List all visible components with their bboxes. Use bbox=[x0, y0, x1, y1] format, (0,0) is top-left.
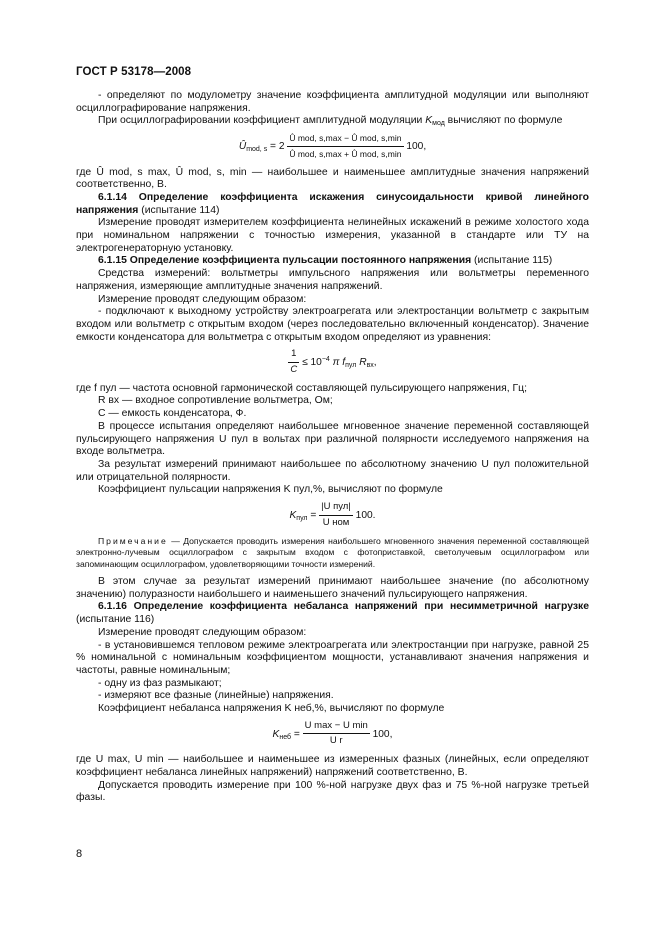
section-6-1-14: 6.1.14 Определение коэффициента искажения синусоидальности кривой линейного напряжения (испытание 114) bbox=[76, 191, 589, 216]
definition-frequency: где f пул — частота основной гармонической составляющей пульсирующего напряжения, Гц; bbox=[76, 382, 527, 394]
definition-unbalance: где U max, U min — наибольшее и наименьшее из измеренных фазных (линейных, если определяют коэффициент небаланса линейных напряжений) напряжений соответственно, В. bbox=[76, 754, 589, 778]
note: Примечание — Допускается проводить измерения наибольшего мгновенного значения переменной составляющей электронно-лучевым осциллографом с закрытым входом с фотоприставкой, светолучевым осциллографом или запоминающим осциллографом, удовлетворяющими точности измерений. bbox=[76, 535, 589, 569]
paragraph-connect: - подключают к выходному устройству электроагрегата или электростанции вольтметр с закрытым входом или вольтметр с открытым входом (через последовательно включенный конденсатор). Значение емкости конденсатора для вольтметра с открытым входом определяют из уравнения: bbox=[76, 306, 589, 343]
paragraph-open-phase: - одну из фаз размыкают; bbox=[98, 677, 222, 689]
formula-ripple: $K_{пул}$ = $\frac{\text{|U пул|}}{\text{U ном}}$ 100. bbox=[289, 501, 376, 528]
section-6-1-15: 6.1.15 Определение коэффициента пульсации постоянного напряжения (испытание 115) bbox=[98, 255, 553, 267]
definition-capacitance: C — емкость конденсатора, Ф. bbox=[98, 408, 247, 420]
paragraph-unbalance-formula: Коэффициент небаланса напряжения K неб,%, вычисляют по формуле bbox=[98, 703, 445, 715]
paragraph-instruments: Средства измерений: вольтметры импульсного напряжения или вольтметры переменного напряжения, измеряющие амплитудные значения напряжений. bbox=[76, 268, 589, 292]
formula-capacitance: $\frac{1}{C}$ ≤ $10^{-4}$ π $f_{пул}$ $R_{вх}$, bbox=[290, 348, 377, 376]
formula-unbalance: $K_{неб}$ = $\frac{\text{U max − U min}}{\text{U r}}$ 100, bbox=[272, 719, 393, 747]
definition-resistance: R вх — входное сопротивление вольтметра, Ом; bbox=[98, 395, 333, 407]
section-6-1-16: 6.1.16 Определение коэффициента небаланса напряжений при несимметричной нагрузке (испытание 116) bbox=[76, 601, 589, 626]
paragraph-distortion: Измерение проводят измерителем коэффициента нелинейных искажений в режиме холостого хода при номинальном напряжении с точностью измерения, указанной в стандарте или ТУ на электрогенераторную установку. bbox=[76, 217, 589, 254]
paragraph-peak-value: В процессе испытания определяют наибольшее мгновенное значение переменной составляющей пульсирующего напряжения U пул в вольтах при различной полярности исследуемого напряжения на входе вольтметра. bbox=[76, 420, 589, 458]
formula-modulation: $Û_{mod, s} = 2$ $\frac{\text{Û mod, s,max − Û mod, s,min}}{\text{Û mod, s,max + Û mod, s,min}}$ 100, bbox=[238, 133, 427, 159]
paragraph-half-difference: В этом случае за результат измерений принимают наибольшее значение (по абсолютному значению) полуразности наибольшего и наименьшего значений пульсирующего напряжения. bbox=[76, 576, 589, 600]
paragraph-oscillography: При осциллографировании коэффициент амплитудной модуляции $K_{мод}$ вычисляют по формуле bbox=[98, 115, 563, 128]
paragraph-procedure-2: Измерение проводят следующим образом: bbox=[98, 626, 307, 638]
paragraph-steady-state: - в установившемся тепловом режиме электроагрегата или электростанции при нагрузке, равной 25 % номинальной с номинальным коэффициентом мощности, устанавливают значения напряжения и частоты, равные номинальным; bbox=[76, 639, 589, 676]
paragraph-ripple-formula: Коэффициент пульсации напряжения K пул,%, вычисляют по формуле bbox=[98, 484, 443, 496]
paragraph-result: За результат измерений принимают наибольшее по абсолютному значению U пул положительной или отрицательной полярности. bbox=[76, 458, 589, 483]
standard-header: ГОСТ Р 53178—2008 bbox=[76, 66, 192, 78]
paragraph-load-variant: Допускается проводить измерение при 100 %-ной нагрузке двух фаз и 75 %-ной нагрузке третьей фазы. bbox=[76, 779, 589, 804]
page-number: 8 bbox=[76, 848, 83, 860]
paragraph-modulometer: - определяют по модулометру значение коэффициента амплитудной модуляции или выполняют осциллографирование напряжения. bbox=[76, 90, 589, 114]
paragraph-measure-phases: - измеряют все фазные (линейные) напряжения. bbox=[98, 690, 334, 702]
paragraph-procedure: Измерение проводят следующим образом: bbox=[98, 293, 307, 305]
definition-modulation: где Û mod, s max, Û mod, s, min — наибольшее и наименьшее амплитудные значения напряжений соответственно, В. bbox=[76, 166, 590, 191]
page-content bbox=[76, 90, 589, 805]
